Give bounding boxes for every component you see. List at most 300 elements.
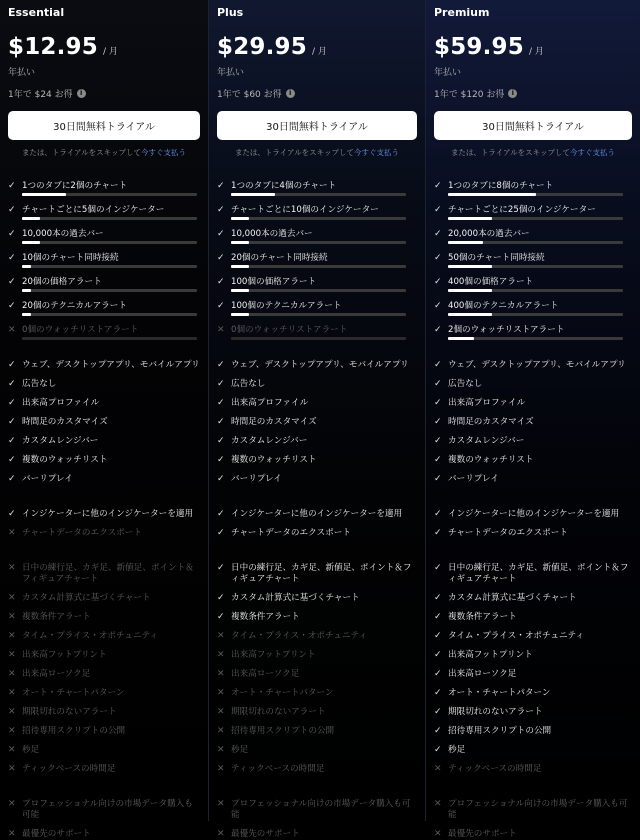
plan-price: $12.95 [8, 34, 98, 60]
check-icon: ✓ [217, 360, 225, 370]
feature-label: ティックベースの時間足 [22, 764, 116, 774]
feature-item [8, 764, 200, 775]
limit-bar-fill [22, 193, 66, 196]
feature-label: カスタムレンジバー [231, 436, 308, 446]
plan-name: Essential [8, 6, 65, 19]
check-icon: ✓ [8, 181, 16, 191]
feature-item [217, 650, 417, 661]
check-icon: ✓ [217, 474, 225, 484]
check-icon: ✓ [434, 436, 442, 446]
feature-item [434, 745, 632, 756]
check-icon: ✓ [8, 398, 16, 408]
feature-item [8, 436, 200, 447]
feature-label: 出来高プロファイル [448, 398, 526, 408]
check-icon: ✓ [434, 474, 442, 484]
savings-row [8, 86, 200, 100]
feature-item [434, 455, 632, 466]
feature-item [8, 301, 200, 312]
limit-bar [231, 313, 406, 316]
feature-label: ウェブ、デスクトップアプリ、モバイルアプリ [448, 360, 626, 370]
feature-label: 最優先のサポート [448, 829, 517, 839]
info-icon[interactable]: i [286, 89, 295, 98]
cross-icon: ✕ [217, 669, 225, 679]
feature-item [434, 593, 632, 604]
feature-label: タイム・プライス・オポチュニティ [22, 631, 159, 641]
feature-list [8, 181, 200, 840]
feature-label: 時間足のカスタマイズ [231, 417, 317, 427]
limit-bar-fill [231, 289, 249, 292]
feature-item [434, 726, 632, 737]
feature-label: 期限切れのないアラート [22, 707, 117, 717]
feature-item [434, 669, 632, 680]
limit-bar-fill [231, 217, 249, 220]
feature-label: 秒足 [448, 745, 466, 755]
feature-item [434, 229, 632, 240]
limit-bar [231, 217, 406, 220]
check-icon: ✓ [434, 688, 442, 698]
plan-card-essential [0, 0, 208, 839]
feature-item [8, 688, 200, 699]
feature-item [434, 829, 632, 840]
savings-text: 1年で $120 お得 [434, 89, 505, 100]
cross-icon: ✕ [217, 631, 225, 641]
cross-icon: ✕ [217, 726, 225, 736]
cross-icon: ✕ [217, 650, 225, 660]
savings-text: 1年で $24 お得 [8, 89, 73, 100]
feature-label: チャートデータのエクスポート [448, 528, 568, 538]
feature-label: 出来高ローソク足 [448, 669, 517, 679]
feature-item [8, 829, 200, 840]
feature-label: インジケーターに他のインジケーターを適用 [448, 509, 620, 519]
check-icon: ✓ [217, 301, 225, 311]
check-icon: ✓ [217, 277, 225, 287]
limit-bar-fill [448, 265, 492, 268]
check-icon: ✓ [434, 726, 442, 736]
check-icon: ✓ [8, 509, 16, 519]
feature-label: 招待専用スクリプトの公開 [448, 726, 552, 736]
feature-label: 10,000本の過去バー [22, 229, 104, 239]
plan-name: Premium [434, 6, 490, 19]
cross-icon: ✕ [8, 745, 16, 755]
price-row [8, 34, 200, 62]
feature-item [217, 181, 417, 192]
feature-label: タイム・プライス・オポチュニティ [448, 631, 585, 641]
check-icon: ✓ [434, 417, 442, 427]
feature-label: 1つのタブに2個のチャート [22, 181, 128, 191]
feature-item [8, 528, 200, 539]
cross-icon: ✕ [8, 688, 16, 698]
feature-label: 複数のウォッチリスト [231, 455, 317, 465]
check-icon: ✓ [434, 360, 442, 370]
feature-item [8, 563, 200, 585]
cross-icon: ✕ [8, 707, 16, 717]
feature-item [217, 631, 417, 642]
feature-item [217, 398, 417, 409]
check-icon: ✓ [434, 528, 442, 538]
cross-icon: ✕ [434, 829, 442, 839]
feature-label: 広告なし [448, 379, 483, 389]
price-period: / 月 [311, 47, 327, 57]
feature-item [434, 707, 632, 718]
check-icon: ✓ [217, 417, 225, 427]
feature-item [8, 205, 200, 216]
feature-label: 招待専用スクリプトの公開 [231, 726, 335, 736]
feature-label: カスタム計算式に基づくチャート [22, 593, 151, 603]
feature-list [217, 181, 417, 840]
feature-item [434, 563, 632, 585]
limit-bar-fill [231, 241, 249, 244]
cross-icon: ✕ [217, 325, 225, 335]
feature-item [217, 360, 417, 371]
limit-bar [448, 265, 623, 268]
check-icon: ✓ [434, 229, 442, 239]
cross-icon: ✕ [217, 799, 225, 809]
limit-bar [448, 313, 623, 316]
feature-item [217, 301, 417, 312]
cross-icon: ✕ [8, 650, 16, 660]
limit-bar-fill [22, 217, 40, 220]
cross-icon: ✕ [8, 593, 16, 603]
feature-item [217, 726, 417, 737]
feature-item [217, 528, 417, 539]
info-icon[interactable]: i [77, 89, 86, 98]
check-icon: ✓ [217, 436, 225, 446]
feature-label: 0個のウォッチリストアラート [231, 325, 348, 335]
plan-card-premium [425, 0, 640, 839]
limit-bar [22, 313, 197, 316]
limit-bar [22, 193, 197, 196]
billing-period: 年払い [8, 68, 36, 78]
feature-item [217, 764, 417, 775]
feature-item [434, 764, 632, 775]
feature-list [434, 181, 632, 840]
feature-item [217, 593, 417, 604]
price-period: / 月 [528, 47, 544, 57]
limit-bar-fill [22, 289, 31, 292]
check-icon: ✓ [217, 398, 225, 408]
limit-bar [22, 217, 197, 220]
feature-label: 時間足のカスタマイズ [22, 417, 108, 427]
limit-bar-fill [22, 241, 40, 244]
billing-period: 年払い [434, 68, 462, 78]
check-icon: ✓ [434, 277, 442, 287]
limit-bar-fill [448, 313, 492, 316]
feature-label: 招待専用スクリプトの公開 [22, 726, 126, 736]
feature-label: オート・チャートパターン [231, 688, 334, 698]
feature-label: 広告なし [231, 379, 266, 389]
feature-item [8, 650, 200, 661]
feature-label: チャートデータのエクスポート [22, 528, 142, 538]
limit-bar [448, 337, 623, 340]
pay-now-link[interactable]: 今すぐ支払う [570, 148, 616, 157]
plan-price: $29.95 [217, 34, 307, 60]
limit-bar [231, 265, 406, 268]
feature-item [217, 277, 417, 288]
feature-label: 20個のテクニカルアラート [22, 301, 127, 311]
feature-item [217, 669, 417, 680]
feature-label: 日中の練行足、カギ足、新値足、ポイント＆フィギュアチャート [448, 563, 629, 584]
feature-item [217, 745, 417, 756]
cross-icon: ✕ [434, 764, 442, 774]
feature-label: 複数のウォッチリスト [22, 455, 108, 465]
savings-row [434, 86, 632, 100]
feature-label: チャートごとに10個のインジケーター [231, 205, 379, 215]
feature-label: 400個の価格アラート [448, 277, 534, 287]
feature-label: 日中の練行足、カギ足、新値足、ポイント＆フィギュアチャート [231, 563, 412, 584]
feature-item [8, 593, 200, 604]
check-icon: ✓ [217, 253, 225, 263]
feature-item [434, 509, 632, 520]
feature-item [434, 301, 632, 312]
cross-icon: ✕ [217, 745, 225, 755]
free-trial-button-essential[interactable]: 30日間無料トライアル [8, 111, 200, 140]
feature-label: チャートデータのエクスポート [231, 528, 351, 538]
check-icon: ✓ [8, 455, 16, 465]
cross-icon: ✕ [8, 528, 16, 538]
feature-label: 20個の価格アラート [22, 277, 102, 287]
feature-label: 広告なし [22, 379, 57, 389]
feature-item [8, 455, 200, 466]
feature-item [8, 417, 200, 428]
feature-item [8, 474, 200, 485]
feature-item [434, 181, 632, 192]
check-icon: ✓ [217, 205, 225, 215]
feature-label: プロフェッショナル向けの市場データ購入も可能 [22, 799, 193, 820]
feature-label: タイム・プライス・オポチュニティ [231, 631, 368, 641]
price-row [217, 34, 417, 62]
feature-item [434, 436, 632, 447]
feature-item [217, 612, 417, 623]
feature-item [8, 707, 200, 718]
check-icon: ✓ [8, 205, 16, 215]
cross-icon: ✕ [8, 829, 16, 839]
check-icon: ✓ [8, 229, 16, 239]
feature-label: 秒足 [22, 745, 40, 755]
check-icon: ✓ [8, 474, 16, 484]
feature-label: 出来高プロファイル [22, 398, 100, 408]
feature-label: 50個のチャート同時接続 [448, 253, 545, 263]
info-icon[interactable]: i [508, 89, 517, 98]
feature-label: 20個のチャート同時接続 [231, 253, 328, 263]
savings-row [217, 86, 417, 100]
feature-label: チャートごとに5個のインジケーター [22, 205, 165, 215]
feature-item [8, 745, 200, 756]
feature-label: バーリプレイ [448, 474, 499, 484]
cross-icon: ✕ [217, 829, 225, 839]
skip-trial-prefix: または、トライアルをスキップして [21, 148, 142, 157]
limit-bar-fill [22, 265, 31, 268]
feature-label: 2個のウォッチリストアラート [448, 325, 565, 335]
cross-icon: ✕ [8, 799, 16, 809]
check-icon: ✓ [434, 398, 442, 408]
cross-icon: ✕ [8, 631, 16, 641]
check-icon: ✓ [217, 455, 225, 465]
free-trial-button-premium[interactable]: 30日間無料トライアル [434, 111, 632, 140]
limit-bar [448, 289, 623, 292]
check-icon: ✓ [434, 669, 442, 679]
feature-item [434, 325, 632, 336]
check-icon: ✓ [8, 436, 16, 446]
plan-card-plus [208, 0, 425, 839]
feature-label: 10個のチャート同時接続 [22, 253, 119, 263]
feature-label: プロフェッショナル向けの市場データ購入も可能 [231, 799, 411, 820]
feature-item [217, 563, 417, 585]
check-icon: ✓ [434, 301, 442, 311]
cross-icon: ✕ [8, 325, 16, 335]
plan-name: Plus [217, 6, 244, 19]
billing-period: 年払い [217, 68, 245, 78]
feature-label: 出来高ローソク足 [231, 669, 300, 679]
feature-item [434, 253, 632, 264]
feature-label: 複数条件アラート [448, 612, 517, 622]
feature-label: 複数条件アラート [22, 612, 91, 622]
feature-item [217, 229, 417, 240]
limit-bar [22, 241, 197, 244]
feature-label: カスタム計算式に基づくチャート [231, 593, 360, 603]
feature-item [8, 799, 200, 821]
feature-item [217, 253, 417, 264]
feature-item [217, 829, 417, 840]
check-icon: ✓ [8, 360, 16, 370]
check-icon: ✓ [217, 229, 225, 239]
feature-label: 0個のウォッチリストアラート [22, 325, 139, 335]
check-icon: ✓ [434, 593, 442, 603]
cross-icon: ✕ [8, 726, 16, 736]
feature-label: 時間足のカスタマイズ [448, 417, 534, 427]
free-trial-button-plus[interactable]: 30日間無料トライアル [217, 111, 417, 140]
feature-item [434, 360, 632, 371]
check-icon: ✓ [434, 650, 442, 660]
limit-bar-fill [448, 241, 483, 244]
limit-bar [22, 265, 197, 268]
check-icon: ✓ [434, 181, 442, 191]
check-icon: ✓ [434, 253, 442, 263]
feature-item [434, 528, 632, 539]
pay-now-link[interactable]: 今すぐ支払う [141, 148, 187, 157]
check-icon: ✓ [217, 612, 225, 622]
feature-label: チャートごとに25個のインジケーター [448, 205, 596, 215]
plan-price: $59.95 [434, 34, 524, 60]
feature-item [434, 688, 632, 699]
check-icon: ✓ [217, 528, 225, 538]
limit-bar [231, 337, 406, 340]
check-icon: ✓ [217, 181, 225, 191]
check-icon: ✓ [217, 593, 225, 603]
feature-label: 最優先のサポート [22, 829, 91, 839]
check-icon: ✓ [434, 325, 442, 335]
skip-trial-prefix: または、トライアルをスキップして [450, 148, 571, 157]
feature-label: バーリプレイ [231, 474, 282, 484]
feature-item [217, 417, 417, 428]
limit-bar-fill [448, 289, 492, 292]
feature-label: 複数条件アラート [231, 612, 300, 622]
feature-item [434, 474, 632, 485]
limit-bar-fill [231, 313, 249, 316]
limit-bar [22, 289, 197, 292]
feature-label: 出来高ローソク足 [22, 669, 91, 679]
feature-item [434, 379, 632, 390]
skip-trial-prefix: または、トライアルをスキップして [234, 148, 355, 157]
feature-item [217, 325, 417, 336]
check-icon: ✓ [434, 455, 442, 465]
feature-label: ティックベースの時間足 [448, 764, 542, 774]
feature-label: 1つのタブに4個のチャート [231, 181, 337, 191]
cross-icon: ✕ [8, 612, 16, 622]
feature-item [8, 669, 200, 680]
feature-item [8, 631, 200, 642]
check-icon: ✓ [434, 205, 442, 215]
limit-bar [231, 241, 406, 244]
feature-label: ウェブ、デスクトップアプリ、モバイルアプリ [231, 360, 409, 370]
feature-label: カスタムレンジバー [22, 436, 99, 446]
check-icon: ✓ [217, 509, 225, 519]
check-icon: ✓ [8, 253, 16, 263]
feature-item [8, 726, 200, 737]
skip-trial-text [434, 147, 632, 158]
feature-label: カスタムレンジバー [448, 436, 525, 446]
feature-item [434, 398, 632, 409]
feature-item [434, 799, 632, 821]
feature-item [8, 277, 200, 288]
feature-label: インジケーターに他のインジケーターを適用 [231, 509, 403, 519]
check-icon: ✓ [217, 563, 225, 573]
feature-item [434, 650, 632, 661]
feature-item [217, 688, 417, 699]
feature-label: オート・チャートパターン [22, 688, 125, 698]
feature-label: 100個の価格アラート [231, 277, 317, 287]
feature-label: 最優先のサポート [231, 829, 300, 839]
feature-label: 期限切れのないアラート [231, 707, 326, 717]
feature-label: 10,000本の過去バー [231, 229, 313, 239]
feature-label: 秒足 [231, 745, 249, 755]
check-icon: ✓ [434, 563, 442, 573]
feature-label: 20,000本の過去バー [448, 229, 530, 239]
check-icon: ✓ [434, 631, 442, 641]
limit-bar [231, 289, 406, 292]
feature-item [8, 509, 200, 520]
feature-item [8, 398, 200, 409]
feature-item [217, 707, 417, 718]
feature-label: 出来高フットプリント [22, 650, 107, 660]
feature-item [217, 379, 417, 390]
feature-label: 出来高フットプリント [448, 650, 533, 660]
pay-now-link[interactable]: 今すぐ支払う [354, 148, 400, 157]
feature-item [434, 612, 632, 623]
feature-label: カスタム計算式に基づくチャート [448, 593, 577, 603]
check-icon: ✓ [217, 379, 225, 389]
feature-item [217, 205, 417, 216]
feature-item [434, 205, 632, 216]
feature-label: 400個のテクニカルアラート [448, 301, 559, 311]
check-icon: ✓ [434, 745, 442, 755]
feature-label: ティックベースの時間足 [231, 764, 325, 774]
limit-bar [448, 241, 623, 244]
cross-icon: ✕ [434, 799, 442, 809]
limit-bar [448, 217, 623, 220]
feature-label: 期限切れのないアラート [448, 707, 543, 717]
skip-trial-text [8, 147, 200, 158]
check-icon: ✓ [8, 277, 16, 287]
feature-label: 100個のテクニカルアラート [231, 301, 342, 311]
cross-icon: ✕ [217, 688, 225, 698]
feature-label: インジケーターに他のインジケーターを適用 [22, 509, 194, 519]
skip-trial-text [217, 147, 417, 158]
check-icon: ✓ [434, 612, 442, 622]
feature-label: ウェブ、デスクトップアプリ、モバイルアプリ [22, 360, 200, 370]
feature-item [8, 325, 200, 336]
feature-item [8, 229, 200, 240]
cross-icon: ✕ [8, 764, 16, 774]
